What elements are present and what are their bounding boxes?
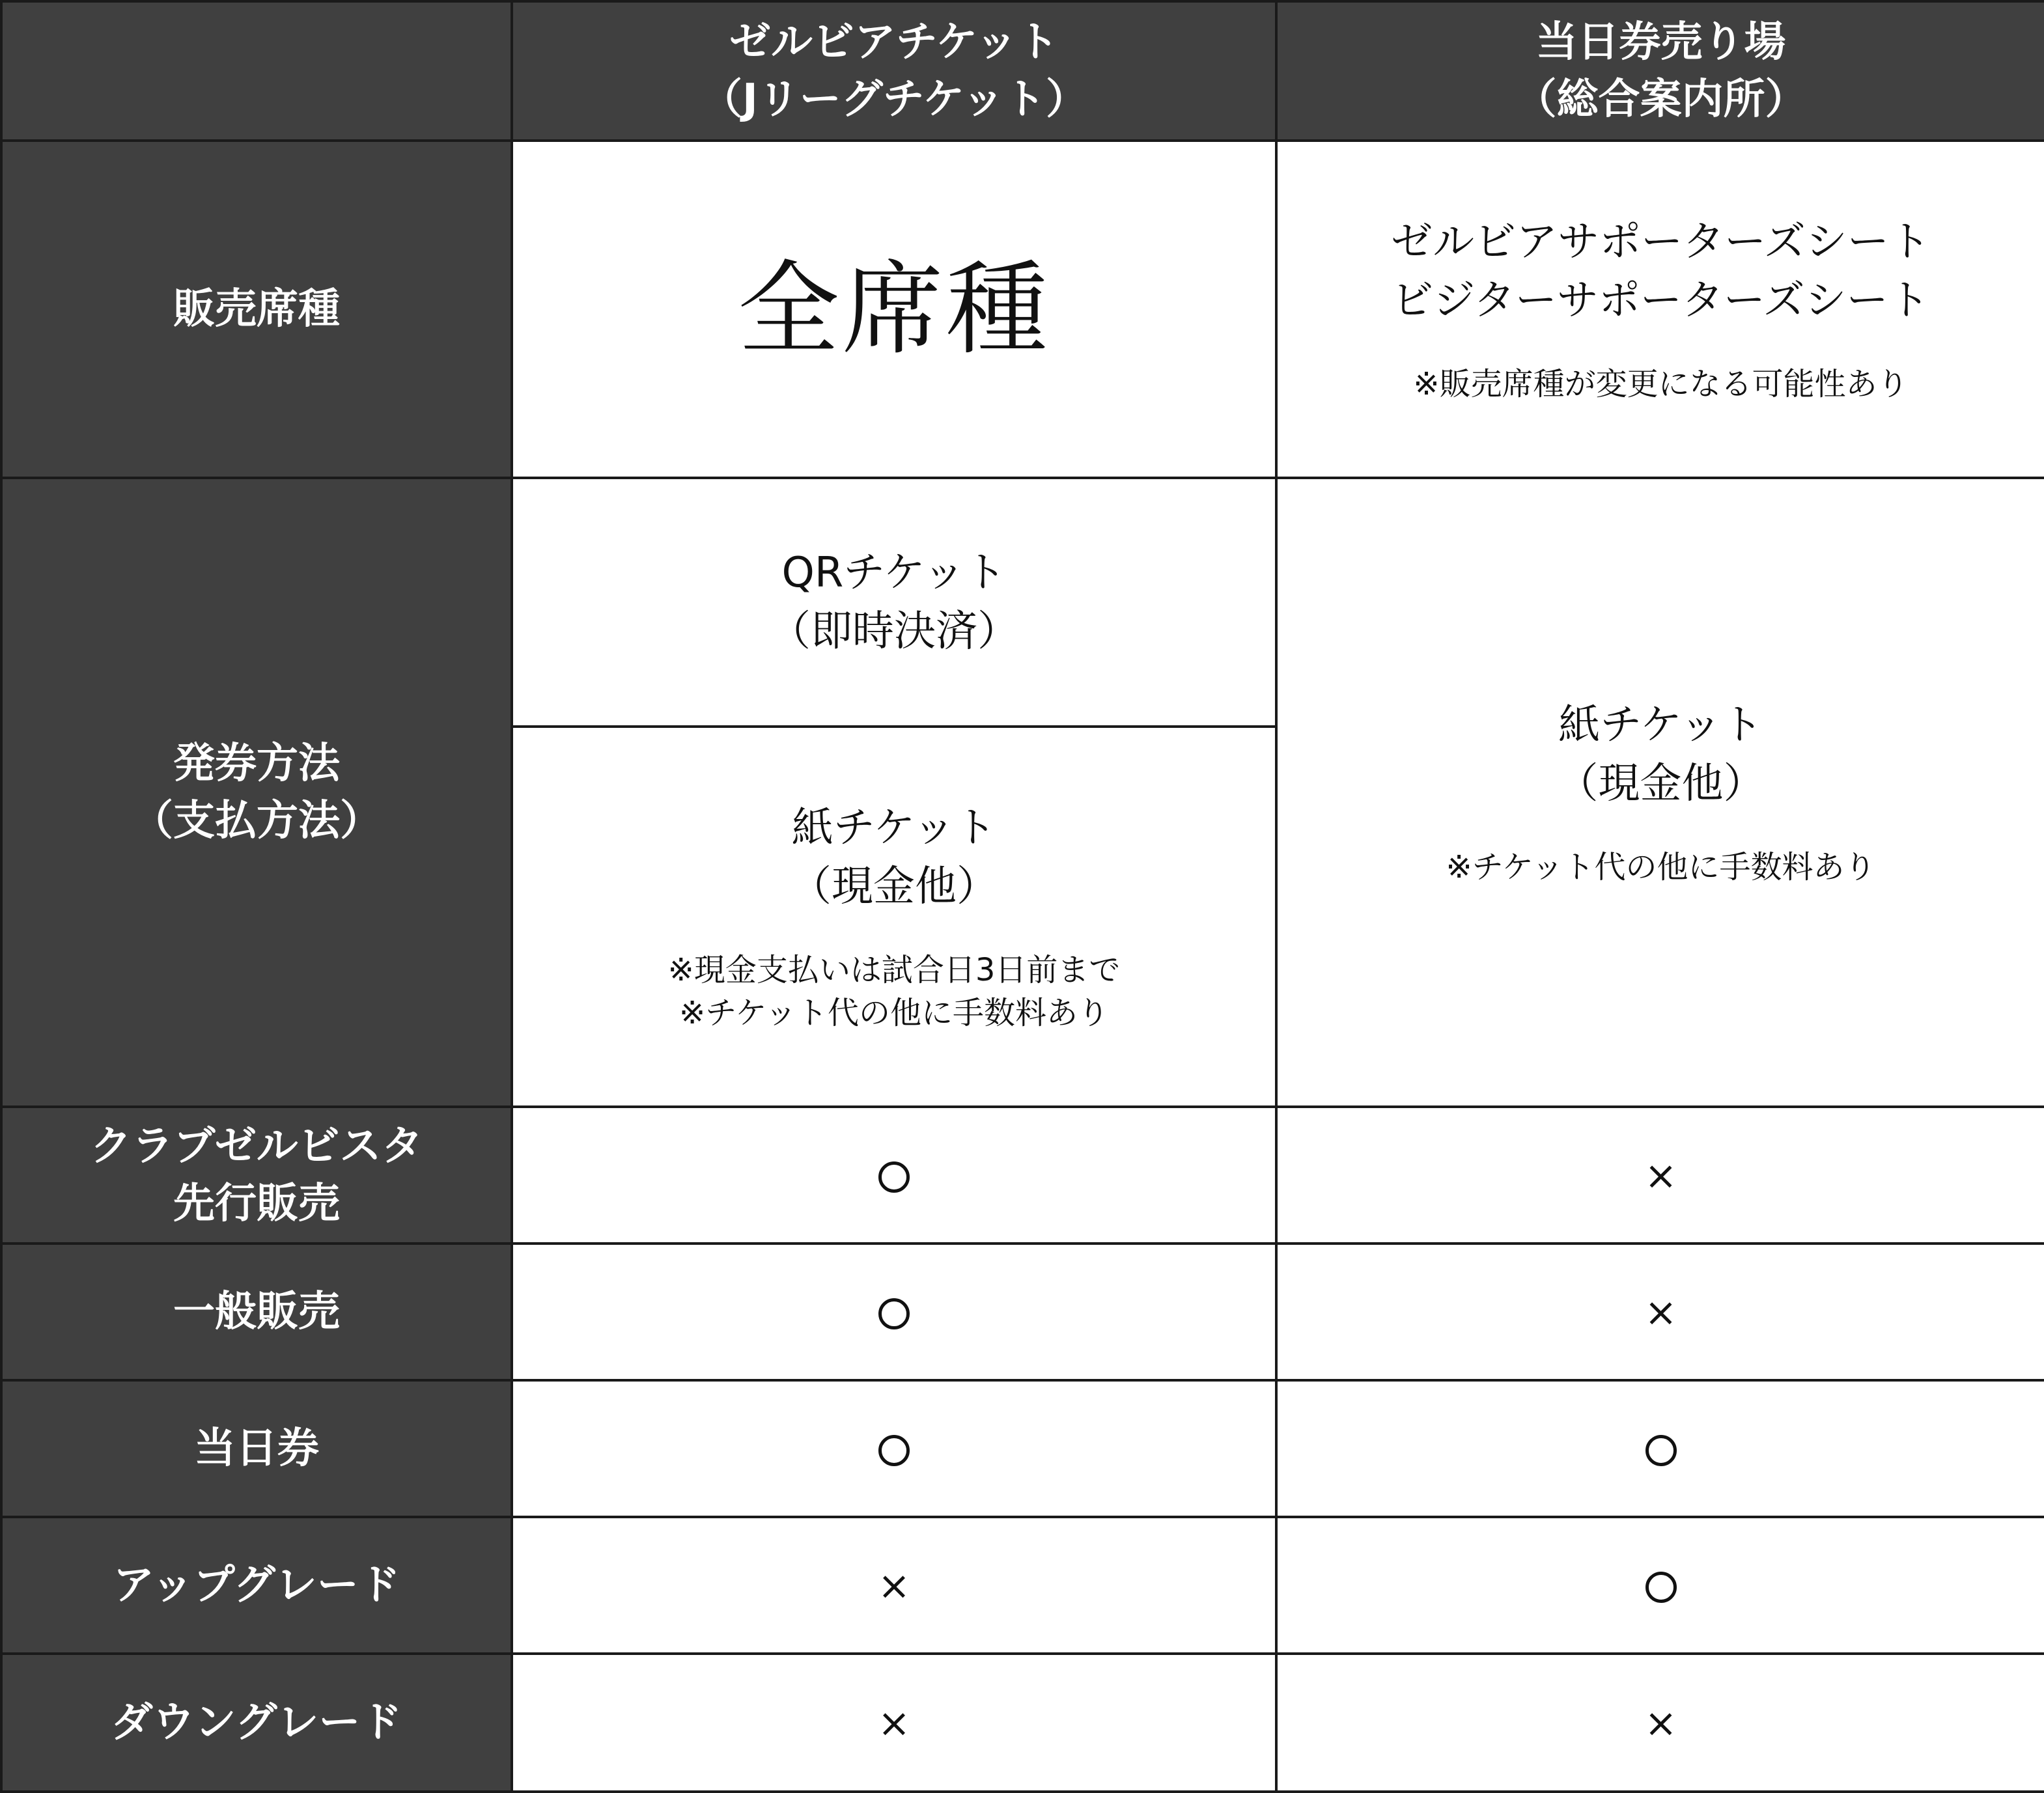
header-zelvia-ticket: [512, 1, 1276, 141]
cross-mark-icon: ×: [877, 1563, 911, 1609]
availability-mark: [1645, 1561, 1677, 1609]
office-paper-ticket-line2: （現金他）: [1556, 760, 1765, 808]
seat-type-zelvia-cell: [512, 141, 1276, 478]
seat-type-office-cell: [1276, 141, 2044, 478]
mark-cell-office: [1276, 1107, 2044, 1244]
mark-row-label-line1: 一般販売: [173, 1288, 340, 1336]
mark-row-label-line1: アップグレード: [113, 1561, 400, 1609]
seat-type-office-list: [1278, 213, 2044, 330]
availability-mark: [1644, 1288, 1677, 1336]
seat-type-office-note: [1278, 363, 2044, 406]
header-zelvia-ticket-line1: ゼルビアチケット: [729, 18, 1059, 66]
mark-row-label-line1: クラブゼルビスタ: [90, 1122, 423, 1171]
mark-cell-office: [1276, 1517, 2044, 1654]
zelvia-paper-ticket-notes: [513, 949, 1275, 1035]
issue-method-label: [1, 478, 512, 1107]
mark-cell-zelvia: [512, 1517, 1276, 1654]
zelvia-paper-ticket-text: [513, 799, 1275, 916]
circle-mark-icon: [1645, 1435, 1677, 1466]
availability-mark: [878, 1425, 910, 1473]
mark-row-label: [1, 1380, 512, 1517]
cross-mark-icon: ×: [877, 1701, 911, 1746]
header-row: [1, 1, 2044, 141]
cross-mark-icon: ×: [1644, 1701, 1677, 1746]
availability-mark: [878, 1699, 910, 1747]
seat-type-office-line1: ゼルビアサポーターズシート: [1391, 218, 1931, 266]
mark-row: [1, 1380, 2044, 1517]
mark-row: [1, 1244, 2044, 1380]
mark-cell-zelvia: [512, 1244, 1276, 1380]
mark-row-label-line2: 先行販売: [173, 1180, 340, 1228]
office-paper-ticket-cell: [1276, 478, 2044, 1107]
seat-type-office-line2: ビジターサポーターズシート: [1392, 277, 1930, 325]
office-paper-ticket-note-text: ※チケット代の他に手数料あり: [1446, 849, 1876, 885]
seat-type-label-text: 販売席種: [173, 285, 340, 333]
mark-row: [1, 1107, 2044, 1244]
mark-row-label: [1, 1517, 512, 1654]
issue-method-row-top: [1, 478, 2044, 727]
mark-row: [1, 1517, 2044, 1654]
mark-cell-office: [1276, 1380, 2044, 1517]
availability-mark: [1645, 1425, 1677, 1473]
service-fee-note: ※チケット代の他に手数料あり: [679, 995, 1109, 1031]
header-zelvia-ticket-line2: （Jリーグチケット）: [700, 76, 1088, 124]
office-paper-ticket-note: [1278, 846, 2044, 889]
zelvia-paper-ticket-cell: [512, 727, 1276, 1107]
qr-ticket-cell: [512, 478, 1276, 727]
qr-ticket-line1: QRチケット: [781, 549, 1007, 597]
availability-mark: [878, 1288, 910, 1336]
zelvia-paper-ticket-line2: （現金他）: [790, 863, 998, 911]
availability-mark: [1644, 1151, 1677, 1199]
circle-mark-icon: [878, 1298, 910, 1329]
seat-type-row: [1, 141, 2044, 478]
cross-mark-icon: ×: [1644, 1153, 1677, 1199]
mark-row-label: [1, 1244, 512, 1380]
mark-cell-office: [1276, 1654, 2044, 1792]
mark-row: [1, 1654, 2044, 1792]
circle-mark-icon: [878, 1161, 910, 1193]
seat-type-office-note-text: ※販売席種が変更になる可能性あり: [1413, 366, 1909, 402]
availability-mark: [878, 1561, 910, 1609]
office-paper-ticket-text: [1278, 696, 2044, 813]
office-paper-ticket-line1: 紙チケット: [1558, 701, 1763, 749]
qr-ticket-line2: （即時決済）: [769, 607, 1019, 656]
circle-mark-icon: [878, 1435, 910, 1466]
cash-payment-deadline-note: ※現金支払いは試合日3日前まで: [667, 952, 1121, 988]
qr-ticket-text: [513, 544, 1275, 661]
header-corner-cell: [1, 1, 512, 141]
availability-mark: [1644, 1699, 1677, 1747]
circle-mark-icon: [1645, 1572, 1677, 1603]
mark-cell-zelvia: [512, 1107, 1276, 1244]
header-day-ticket-office: [1276, 1, 2044, 141]
mark-cell-zelvia: [512, 1654, 1276, 1792]
mark-row-label-line1: 当日券: [194, 1425, 319, 1473]
zelvia-paper-ticket-line1: 紙チケット: [791, 804, 997, 852]
mark-row-label: [1, 1107, 512, 1244]
seat-type-label: [1, 141, 512, 478]
cross-mark-icon: ×: [1644, 1290, 1677, 1335]
mark-row-label-line1: ダウングレード: [111, 1699, 402, 1747]
header-day-ticket-office-line2: （総合案内所）: [1515, 76, 1807, 124]
all-seat-types-text: 全席種: [738, 250, 1050, 368]
mark-cell-zelvia: [512, 1380, 1276, 1517]
issue-method-label-line1: 発券方法: [173, 740, 340, 788]
header-day-ticket-office-line1: 当日券売り場: [1535, 18, 1786, 66]
availability-mark: [878, 1151, 910, 1199]
issue-method-label-line2: （支払方法）: [132, 797, 382, 845]
mark-cell-office: [1276, 1244, 2044, 1380]
mark-row-label: [1, 1654, 512, 1792]
